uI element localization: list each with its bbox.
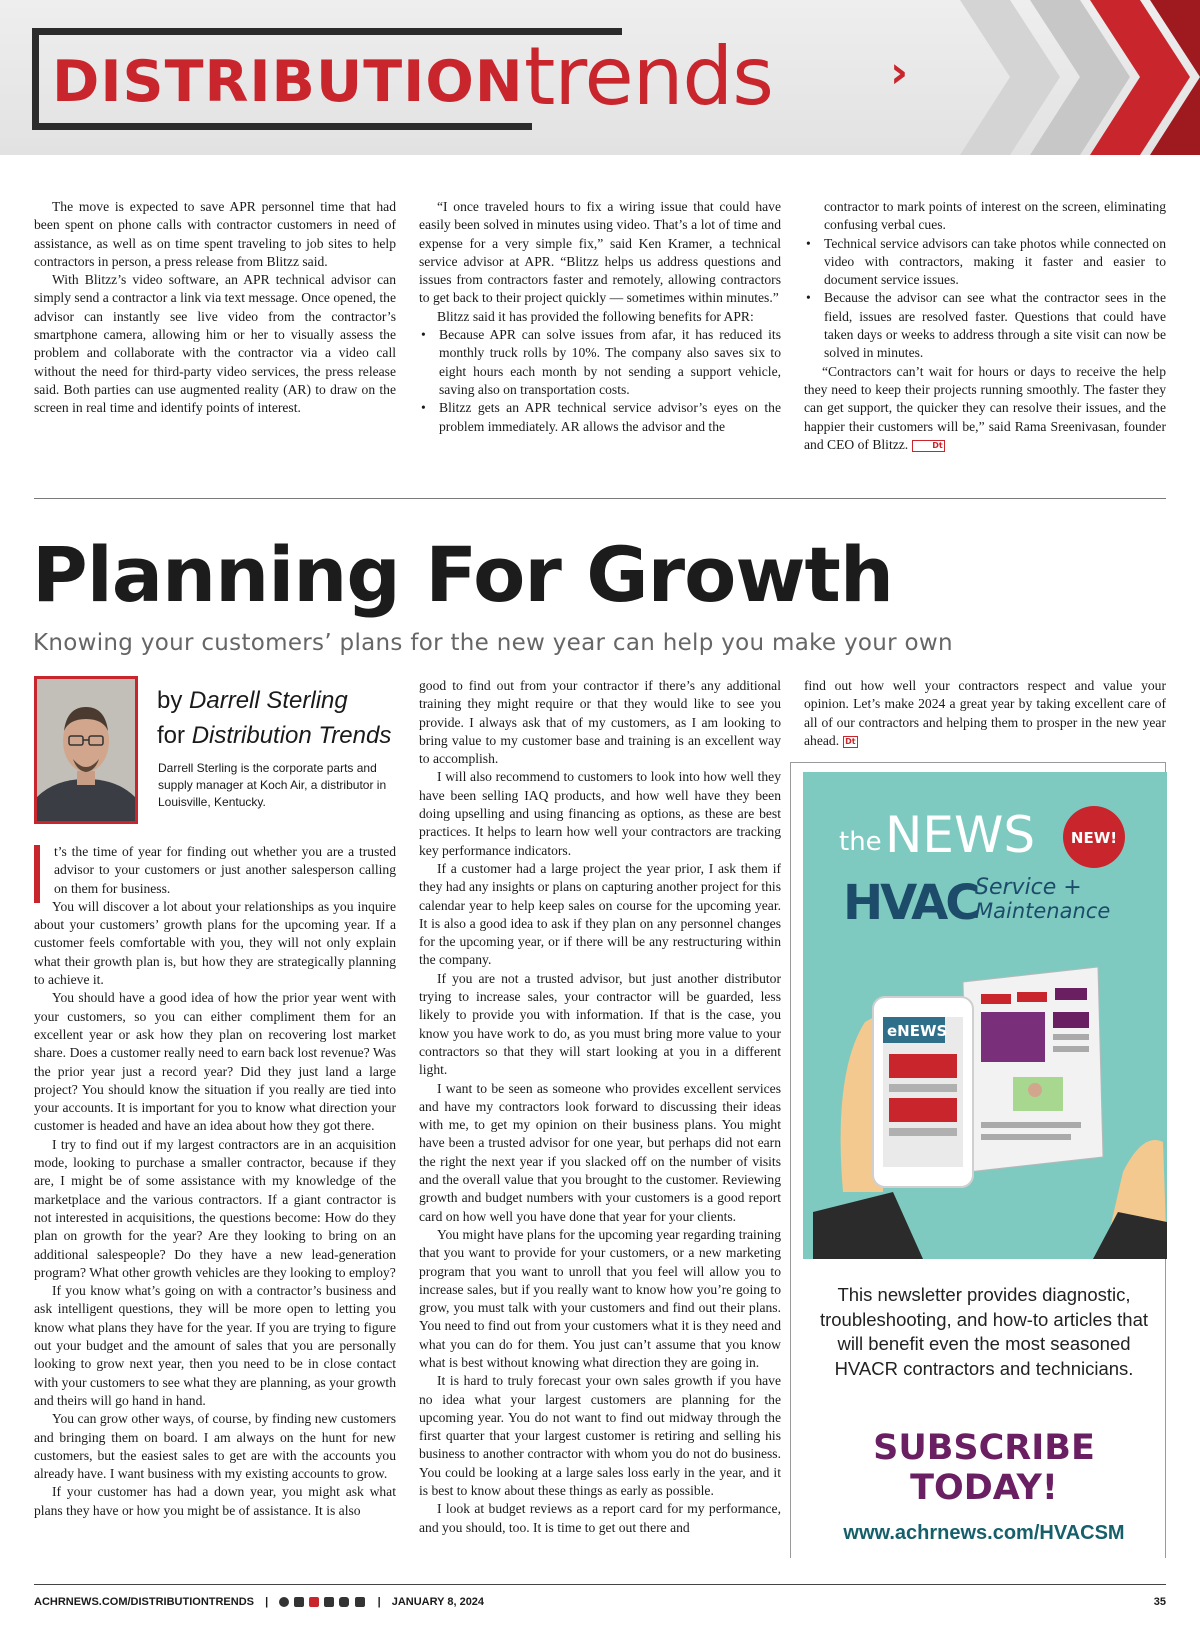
paragraph: The move is expected to save APR personnel time that had been spent on phone calls with contractor customers in need of assistance, as well as on time spent traveling to job sites to help contractors in person, a press release from Blitzz said. bbox=[34, 199, 396, 269]
feature-col2 bbox=[419, 677, 781, 1537]
author-name: Darrell Sterling bbox=[189, 687, 348, 714]
end-mark-icon: Dt bbox=[912, 440, 944, 452]
ad-url-link[interactable]: www.achrnews.com/HVACSM bbox=[843, 1522, 1125, 1544]
ad-body: This newsletter provides diagnostic, troubleshooting, and how-to articles that will benefit even the most seasoned HVACR contractors and technicians. bbox=[819, 1284, 1149, 1379]
new-badge-label: NEW! bbox=[1070, 829, 1118, 847]
publication-name: Distribution Trends bbox=[191, 722, 392, 749]
list-item: • Because the advisor can see what the contractor sees in the field, issues are resolved faster. Questions that could have taken days or weeks to address through a site visit can now be solved in minutes. bbox=[804, 289, 1166, 362]
paragraph: With Blitzz’s video software, an APR technical advisor can simply send a contractor a link via text message. Once opened, the advisor can instantly see live video from the contractor’s smartphone camera, allowing him or her to visually assess the problem and collaborate with the contractor via a video call without the need for third-party video services, the press release said. Both parties can use augmented reality (AR) to draw on the screen in real time and identify points of interest. bbox=[34, 272, 397, 416]
ad-service-line1: Service + bbox=[975, 875, 1082, 900]
paragraph: If you know what’s going on with a contractor’s business and ask intelligent questions, they will be more open to letting you know what plans they have for the year. If you are trying to figure out your budget and the amount of sales that you are personally looking to grow next year, then you need to be in close contact with your customers to see what they are planning, as your growth and theirs will go hand in hand. bbox=[34, 1283, 396, 1408]
footer-site[interactable]: ACHRNEWS.COM/DISTRIBUTIONTRENDS bbox=[34, 1596, 254, 1608]
feature-col1 bbox=[34, 843, 396, 1520]
paragraph: I will also recommend to customers to look into how well they have been selling IAQ products, and how well have they been doing upselling and using financing as options, as these are best practices. It helps to learn how well your contractors are tracking key performance indicators. bbox=[419, 769, 781, 858]
top-article-col3 bbox=[804, 198, 1166, 454]
footer-rule bbox=[34, 1584, 1166, 1585]
paragraph: good to find out from your contractor if there’s any additional training they might require or that they would like to see you provide. I always ask that of my customers, as I am looking to bring value to my customer base and training is an excellent way to accomplish. bbox=[419, 678, 781, 767]
paragraph: If a customer had a large project the year prior, I ask them if they had any insights or plans on capturing another project for this calendar year to help keep sales on course for the upcoming year. It is also a good idea to ask if they plan on any personnel changes for the upcoming year, or if there will be any restructuring within the company. bbox=[419, 860, 781, 968]
paragraph: I look at budget reviews as a report card for my performance, and you should, too. It is time to get out there and bbox=[419, 1501, 781, 1535]
masthead-title-light: trends bbox=[524, 30, 773, 123]
page-number: 35 bbox=[1153, 1596, 1166, 1608]
social-icons bbox=[279, 1592, 366, 1612]
benefits-list bbox=[804, 235, 1166, 363]
byline-publication: for Distribution Trends bbox=[157, 722, 392, 749]
masthead bbox=[0, 0, 1200, 155]
instagram-icon[interactable] bbox=[339, 1597, 349, 1607]
tiktok-icon[interactable] bbox=[355, 1597, 365, 1607]
x-icon[interactable] bbox=[294, 1597, 304, 1607]
list-item: • Because APR can solve issues from afar, it has reduced its monthly truck rolls by 10%. The company also saves six to eight hours each month by not sending a support vehicle, saving also on transportation costs. bbox=[419, 326, 781, 399]
closing-quote: “Contractors can’t wait for hours or days to receive the help they need to keep their projects running smoothly. The faster they can get support, the quicker they can resolve their issues, and the happier their customers will be,” said Rama Sreenivasan, founder and CEO of Blitzz. bbox=[804, 363, 1166, 452]
paragraph: It is hard to truly forecast your own sales growth if you have no idea what your largest customers are planning for the upcoming year. You do not want to find out midway through the first quarter that your largest customer is retiring and selling his business to another contractor with whom you do not do business. You could be looking at a large sales loss early in the year, and it is best to know about these things as early as possible. bbox=[419, 1373, 781, 1499]
benefits-list bbox=[419, 326, 781, 436]
section-divider bbox=[34, 498, 1166, 499]
author-bio: Darrell Sterling is the corporate parts and supply manager at Koch Air, a distributor in Louisville, Kentucky. bbox=[158, 761, 387, 809]
top-article-col1 bbox=[34, 198, 396, 418]
paragraph: contractor to mark points of interest on the screen, eliminating confusing verbal cues. bbox=[824, 199, 1166, 233]
ad-brand-the: the bbox=[839, 827, 882, 857]
ad-illustration bbox=[803, 772, 1167, 1259]
author-portrait bbox=[37, 679, 135, 821]
paragraph: t’s the time of year for finding out whether you are a trusted advisor to your customers or just another salesperson calling on them for business. bbox=[54, 844, 396, 896]
paragraph: You can grow other ways, of course, by finding new customers and bringing them on board. I am always on the hunt for new customers, but the easiest sales to get are with the accounts you already have. I want business with my existing accounts to grow. bbox=[34, 1411, 396, 1482]
issue-date: JANUARY 8, 2024 bbox=[391, 1596, 485, 1608]
page-title: Planning For Growth bbox=[32, 530, 893, 619]
paragraph: If your customer has had a down year, you might ask what plans they have or how you might be of assistance. It is also bbox=[34, 1484, 396, 1518]
paragraph: I try to find out if my largest contractors are in an acquisition mode, looking to purchase a smaller contractor, because if they are, I might be of some assistance with my knowledge of the marketplace and the various contractors. If a giant contractor is not interested in acquisitions, the questions become: How do they plan on growth for the year? Are they looking to bring on an additional salespeople? Do they have a new lead-generation program? What other growth vehicles are they looking to employ? bbox=[34, 1136, 396, 1280]
paragraph: You should have a good idea of how the prior year went with your customers, so you can either compliment them for an excellent year or ask how they plan on recovering lost market share. Does a customer really need to earn back lost revenue? Was the prior year just a record year? Did they just land a large project? You should know the situation if you really are tied into your accounts. It is important for you to know what direction your customer is headed and have an idea about how they got there. bbox=[34, 990, 396, 1134]
youtube-icon[interactable] bbox=[309, 1597, 319, 1607]
paragraph: I want to be seen as someone who provides excellent services and have my contractors look forward to discussing their ideas with me, to get my opinion on their business plans. You might have been a trusted advisor for one year, but perhaps did not earn the right the next year if you slacked off on the number of visits and the overall value that you brought to the customer. Reviewing growth and budget numbers with your customers is a good report card on how well you have done that year for your clients. bbox=[419, 1080, 781, 1224]
byline-author: by Darrell Sterling bbox=[157, 687, 348, 714]
paragraph: You will discover a lot about your relationships as you inquire about your customers’ growth plans for the upcoming year. If a customer feels comfortable with you, they will not only explain what their growth plan is, but how they are strategically planning to achieve it. bbox=[34, 898, 396, 988]
advertisement-banner[interactable] bbox=[803, 772, 1167, 1259]
paragraph: find out how well your contractors respect and value your opinion. Let’s make 2024 a great year by taking excellent care of all of our contractors and helping them to prosper in the new year ahead. Dt bbox=[804, 678, 1166, 748]
top-article-col2 bbox=[419, 198, 781, 436]
author-photo bbox=[34, 676, 138, 824]
footer: ACHRNEWS.COM/DISTRIBUTIONTRENDS | | JANUARY 8, 2024 35 bbox=[34, 1592, 1166, 1612]
masthead-title-bold: DISTRIBUTION bbox=[52, 49, 524, 115]
ad-brand-news: NEWS bbox=[885, 806, 1036, 864]
newspaper-graphic bbox=[963, 967, 1103, 1172]
list-item: • Technical service advisors can take photos while connected on video with contractors, making it faster and easier to document service issues. bbox=[804, 235, 1166, 290]
paragraph bbox=[804, 363, 1166, 454]
feature-col3 bbox=[804, 677, 1166, 750]
paragraph: If you are not a trusted advisor, but just another distributor trying to increase sales, your contractor will be guarded, less likely to provide you with information. If that is the case, you know you have work to do, as you must bring more value to your contractors so that they will start looking at you in a different light. bbox=[419, 970, 781, 1078]
facebook-icon[interactable] bbox=[279, 1597, 289, 1607]
enews-label: eNEWS bbox=[887, 1022, 948, 1040]
chevron-right-icon: › bbox=[890, 47, 909, 98]
subtitle: Knowing your customers’ plans for the new year can help you make your own bbox=[33, 630, 953, 656]
subscribe-cta[interactable]: SUBSCRIBE TODAY! bbox=[873, 1428, 1095, 1508]
ad-hvac: HVAC bbox=[843, 875, 978, 931]
ad-service-line2: Maintenance bbox=[975, 899, 1111, 923]
end-mark-icon: Dt bbox=[845, 736, 856, 746]
paragraph: Blitzz said it has provided the following benefits for APR: bbox=[437, 308, 754, 324]
list-item: • Blitzz gets an APR technical service advisor’s eyes on the problem immediately. AR allows the advisor and the bbox=[419, 399, 781, 436]
linkedin-icon[interactable] bbox=[324, 1597, 334, 1607]
paragraph: You might have plans for the upcoming year regarding training that you want to provide for your customers, or a new marketing program that you want to unroll that you feel will allow you to increase sales, but if you really want to know how you’re going to grow, you must talk with your customers and find out their plans. You need to find out from your customers what it is they need and what you can do for them. You just can’t assume that you know what is best without knowing what direction they are going in. bbox=[419, 1226, 781, 1370]
paragraph: “I once traveled hours to fix a wiring issue that could have easily been solved in minutes using video. That’s a lot of time and expense for a very simple fix,” said Ken Kramer, a technical service advisor at APR. “Blitzz helps us address questions and issues from contractors faster and remotely, allowing contractors to get back to their project quickly — sometimes within minutes.” bbox=[419, 199, 781, 306]
